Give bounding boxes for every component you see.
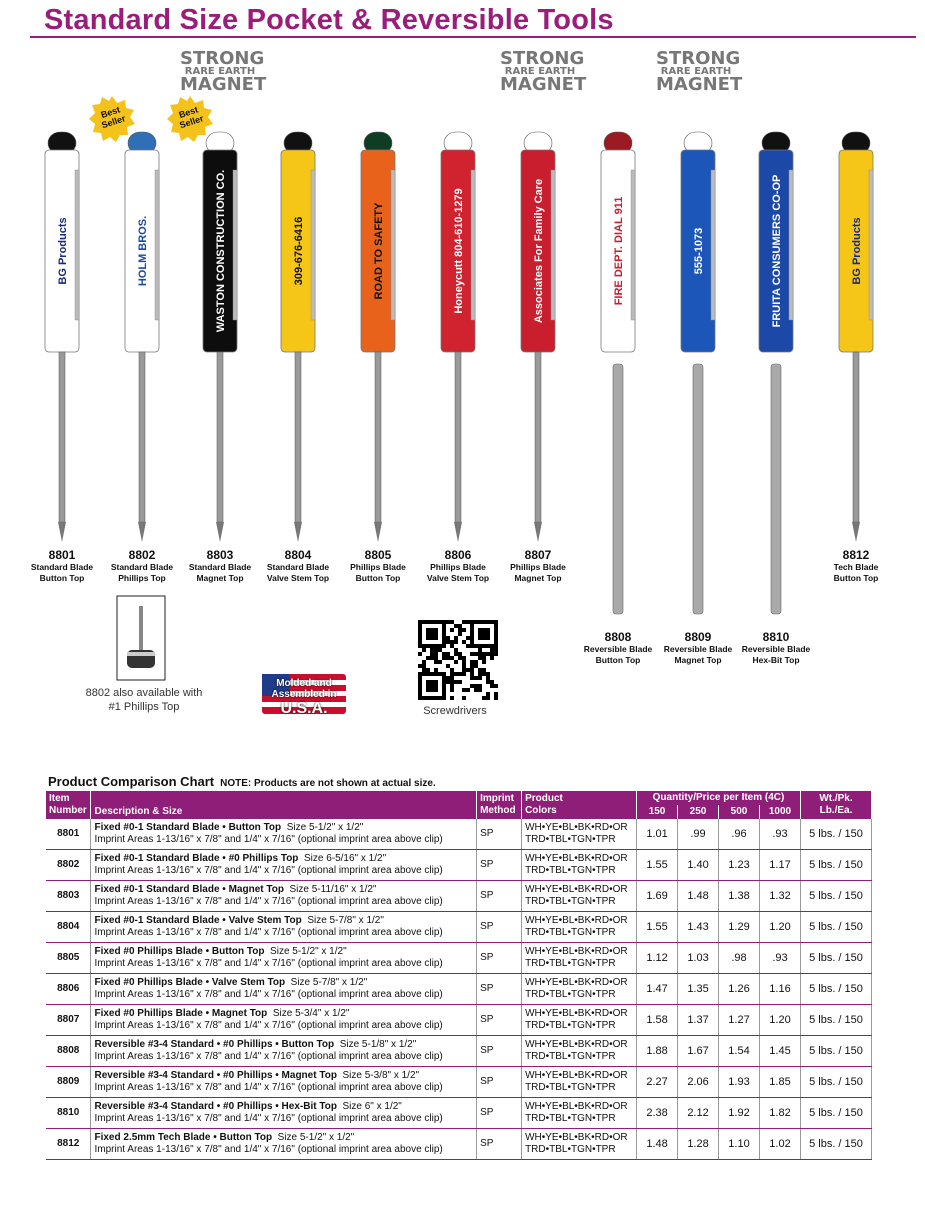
product-colors: WH•YE•BL•BK•RD•OR TRD•TBL•TGN•TPR — [522, 850, 637, 881]
imprint-area: Imprint Areas 1-13/16" x 7/8" and 1/4" x 7/16" (optional imprint area above clip) — [94, 1051, 443, 1062]
price-1000: .93 — [760, 819, 801, 850]
item-number: 8806 — [46, 974, 91, 1005]
tool-number: 8807 — [524, 548, 552, 562]
table-row — [46, 819, 872, 850]
col-description: Description & Size — [91, 791, 477, 819]
best-seller-badge — [166, 95, 214, 143]
product-name: Reversible #3-4 Standard • #0 Phillips • Button Top — [94, 1039, 335, 1050]
imprint-method: SP — [477, 850, 522, 881]
item-number: 8802 — [46, 850, 91, 881]
price-1000: 1.17 — [760, 850, 801, 881]
usa-badge — [262, 666, 346, 718]
price-250: 1.48 — [678, 881, 719, 912]
title-divider — [30, 36, 916, 38]
qr-caption: Screwdrivers — [423, 705, 487, 717]
screwdriver-8806 — [441, 132, 475, 542]
tool-label-8801 — [17, 548, 107, 584]
tool-top: Button Top — [833, 573, 879, 583]
price-150: 1.55 — [637, 912, 678, 943]
price-1000: 1.02 — [760, 1129, 801, 1160]
table-row — [46, 1098, 872, 1129]
tool-blade: Reversible Blade — [663, 644, 733, 654]
price-250: 1.40 — [678, 850, 719, 881]
screwdriver-8801 — [45, 132, 79, 542]
item-number: 8812 — [46, 1129, 91, 1160]
magnet-badge-8807 — [500, 48, 587, 95]
tool-top: Magnet Top — [514, 573, 562, 583]
product-size: Size 6" x 1/2" — [342, 1101, 402, 1112]
table-row — [46, 974, 872, 1005]
item-number: 8809 — [46, 1067, 91, 1098]
price-500: .98 — [719, 943, 760, 974]
imprint-method: SP — [477, 974, 522, 1005]
price-500: 1.93 — [719, 1067, 760, 1098]
imprint-area: Imprint Areas 1-13/16" x 7/8" and 1/4" x 7/16" (optional imprint area above clip) — [94, 865, 443, 876]
magnet-badge-8809 — [656, 48, 743, 95]
weight-per-pack: 5 lbs. / 150 — [800, 881, 871, 912]
weight-per-pack: 5 lbs. / 150 — [800, 943, 871, 974]
table-row — [46, 1129, 872, 1160]
tool-label-8806 — [413, 548, 503, 584]
item-number: 8801 — [46, 819, 91, 850]
price-150: 2.38 — [637, 1098, 678, 1129]
imprint-method: SP — [477, 1005, 522, 1036]
description-cell — [91, 943, 477, 974]
imprint-text: Honeycutt 804-610-1279 — [453, 188, 465, 314]
price-500: 1.29 — [719, 912, 760, 943]
price-500: 1.38 — [719, 881, 760, 912]
magnet-badge-line2: RARE EARTH — [660, 66, 732, 77]
description-cell — [91, 1098, 477, 1129]
price-1000: 1.32 — [760, 881, 801, 912]
product-size: Size 5-1/2" x 1/2" — [270, 946, 347, 957]
tool-label-8804 — [253, 548, 343, 584]
tool-top: Magnet Top — [674, 655, 722, 665]
tool-label-8803 — [175, 548, 265, 584]
best-seller-text: Best Seller — [177, 104, 205, 131]
imprint-text: 309-676-6416 — [293, 216, 305, 286]
price-250: 1.03 — [678, 943, 719, 974]
price-500: 1.23 — [719, 850, 760, 881]
imprint-area: Imprint Areas 1-13/16" x 7/8" and 1/4" x 7/16" (optional imprint area above clip) — [94, 1020, 443, 1031]
usa-badge-line2: Assembled in — [271, 689, 337, 700]
price-150: 1.01 — [637, 819, 678, 850]
product-name: Fixed #0-1 Standard Blade • Button Top — [94, 822, 282, 833]
tool-label-8810 — [731, 630, 821, 666]
usa-badge-line1: Molded and — [276, 678, 332, 689]
imprint-text: Associates For Family Care — [533, 178, 545, 324]
tool-top: Hex-Bit Top — [752, 655, 800, 665]
imprint-area: Imprint Areas 1-13/16" x 7/8" and 1/4" x 7/16" (optional imprint area above clip) — [94, 1144, 443, 1155]
imprint-area: Imprint Areas 1-13/16" x 7/8" and 1/4" x 7/16" (optional imprint area above clip) — [94, 989, 443, 1000]
description-cell — [91, 974, 477, 1005]
chart-note: NOTE: Products are not shown at actual size. — [220, 778, 436, 789]
product-colors: WH•YE•BL•BK•RD•OR TRD•TBL•TGN•TPR — [522, 819, 637, 850]
price-1000: 1.16 — [760, 974, 801, 1005]
tool-label-8812 — [811, 548, 901, 584]
chart-title: Product Comparison Chart — [48, 774, 215, 789]
description-cell — [91, 1005, 477, 1036]
price-150: 1.12 — [637, 943, 678, 974]
product-size: Size 5-7/8" x 1/2" — [290, 977, 368, 988]
magnet-badge-8803 — [180, 48, 267, 95]
tool-label-8807 — [493, 548, 583, 584]
product-size: Size 5-1/8" x 1/2" — [339, 1039, 417, 1050]
screwdriver-8803 — [203, 132, 237, 542]
tool-number: 8810 — [762, 630, 790, 644]
price-150: 1.88 — [637, 1036, 678, 1067]
tool-number: 8801 — [48, 548, 76, 562]
price-250: 1.67 — [678, 1036, 719, 1067]
magnet-badge-line3: MAGNET — [656, 74, 743, 95]
price-1000: .93 — [760, 943, 801, 974]
tool-blade: Reversible Blade — [583, 644, 653, 654]
imprint-text: 555-1073 — [693, 227, 705, 275]
col-item-number: Item Number — [46, 791, 91, 819]
product-size: Size 5-3/8" x 1/2" — [342, 1070, 420, 1081]
price-1000: 1.20 — [760, 1005, 801, 1036]
col-product-colors: Product Colors — [522, 791, 637, 819]
magnet-badge-line1: STRONG — [500, 48, 585, 69]
imprint-text: WASTON CONSTRUCTION CO. — [215, 169, 227, 333]
tool-blade: Standard Blade — [30, 562, 94, 572]
tool-label-8808 — [573, 630, 663, 666]
product-comparison-table — [46, 791, 872, 1160]
tool-number: 8808 — [604, 630, 632, 644]
imprint-text: BG Products — [851, 217, 863, 285]
table-row — [46, 1067, 872, 1098]
imprint-area: Imprint Areas 1-13/16" x 7/8" and 1/4" x 7/16" (optional imprint area above clip) — [94, 1113, 443, 1124]
imprint-method: SP — [477, 881, 522, 912]
imprint-method: SP — [477, 1129, 522, 1160]
table-row — [46, 1036, 872, 1067]
magnet-badge-line1: STRONG — [656, 48, 741, 69]
product-colors: WH•YE•BL•BK•RD•OR TRD•TBL•TGN•TPR — [522, 974, 637, 1005]
screwdriver-8809 — [681, 132, 715, 614]
magnet-badge-line3: MAGNET — [500, 74, 587, 95]
imprint-area: Imprint Areas 1-13/16" x 7/8" and 1/4" x 7/16" (optional imprint area above clip) — [94, 834, 443, 845]
usa-badge-line3: U.S.A. — [280, 700, 328, 717]
tool-top: Valve Stem Top — [426, 573, 490, 583]
price-500: 1.26 — [719, 974, 760, 1005]
imprint-method: SP — [477, 819, 522, 850]
weight-per-pack: 5 lbs. / 150 — [800, 1036, 871, 1067]
tool-number: 8802 — [128, 548, 156, 562]
product-colors: WH•YE•BL•BK•RD•OR TRD•TBL•TGN•TPR — [522, 912, 637, 943]
tool-blade: Reversible Blade — [741, 644, 811, 654]
imprint-area: Imprint Areas 1-13/16" x 7/8" and 1/4" x 7/16" (optional imprint area above clip) — [94, 896, 443, 907]
tool-top: Phillips Top — [118, 573, 166, 583]
price-250: 1.28 — [678, 1129, 719, 1160]
screwdriver-8805 — [361, 132, 395, 542]
product-size: Size 5-7/8" x 1/2" — [307, 915, 384, 926]
magnet-badge-line2: RARE EARTH — [184, 66, 256, 77]
weight-per-pack: 5 lbs. / 150 — [800, 1129, 871, 1160]
item-number: 8804 — [46, 912, 91, 943]
col-qty-500: 500 — [719, 805, 760, 819]
col-weight: Wt./Pk. Lb./Ea. — [800, 791, 871, 819]
product-size: Size 5-11/16" x 1/2" — [289, 884, 377, 895]
magnet-badge-line2: RARE EARTH — [504, 66, 576, 77]
best-seller-text: Best Seller — [99, 104, 127, 131]
best-seller-badge — [88, 95, 136, 143]
qr-code-icon — [418, 620, 498, 700]
product-name: Reversible #3-4 Standard • #0 Phillips • Magnet Top — [94, 1070, 337, 1081]
tool-top: Valve Stem Top — [266, 573, 330, 583]
tool-top: Button Top — [355, 573, 401, 583]
price-500: 1.10 — [719, 1129, 760, 1160]
description-cell — [91, 819, 477, 850]
phillips-top-inset — [117, 596, 165, 680]
item-number: 8807 — [46, 1005, 91, 1036]
weight-per-pack: 5 lbs. / 150 — [800, 1005, 871, 1036]
item-number: 8803 — [46, 881, 91, 912]
product-name: Fixed #0-1 Standard Blade • Valve Stem Top — [94, 915, 302, 926]
imprint-area: Imprint Areas 1-13/16" x 7/8" and 1/4" x 7/16" (optional imprint area above clip) — [94, 958, 443, 969]
tool-blade: Phillips Blade — [350, 562, 406, 572]
product-name: Fixed #0-1 Standard Blade • Magnet Top — [94, 884, 284, 895]
product-colors: WH•YE•BL•BK•RD•OR TRD•TBL•TGN•TPR — [522, 1098, 637, 1129]
product-colors: WH•YE•BL•BK•RD•OR TRD•TBL•TGN•TPR — [522, 1129, 637, 1160]
price-150: 1.69 — [637, 881, 678, 912]
product-colors: WH•YE•BL•BK•RD•OR TRD•TBL•TGN•TPR — [522, 1005, 637, 1036]
price-250: 2.12 — [678, 1098, 719, 1129]
price-250: 2.06 — [678, 1067, 719, 1098]
tool-label-8802 — [97, 548, 187, 584]
price-150: 1.47 — [637, 974, 678, 1005]
item-number: 8808 — [46, 1036, 91, 1067]
product-size: Size 5-3/4" x 1/2" — [272, 1008, 350, 1019]
price-1000: 1.85 — [760, 1067, 801, 1098]
imprint-text: FIRE DEPT. DIAL 911 — [613, 196, 625, 306]
tool-number: 8803 — [206, 548, 234, 562]
price-500: 1.92 — [719, 1098, 760, 1129]
price-150: 1.48 — [637, 1129, 678, 1160]
product-name: Fixed 2.5mm Tech Blade • Button Top — [94, 1132, 273, 1143]
col-qty-1000: 1000 — [760, 805, 801, 819]
table-row — [46, 912, 872, 943]
description-cell — [91, 1129, 477, 1160]
table-row — [46, 1005, 872, 1036]
item-number: 8810 — [46, 1098, 91, 1129]
screwdriver-8802 — [125, 132, 159, 542]
imprint-text: FRUITA CONSUMERS CO-OP — [771, 174, 783, 328]
imprint-method: SP — [477, 1098, 522, 1129]
product-size: Size 5-1/2" x 1/2" — [277, 1132, 355, 1143]
table-row — [46, 881, 872, 912]
imprint-text: HOLM BROS. — [137, 215, 149, 287]
screwdriver-8810 — [759, 132, 793, 614]
product-name: Fixed #0 Phillips Blade • Valve Stem Top — [94, 977, 286, 988]
price-1000: 1.82 — [760, 1098, 801, 1129]
price-500: 1.27 — [719, 1005, 760, 1036]
product-colors: WH•YE•BL•BK•RD•OR TRD•TBL•TGN•TPR — [522, 1067, 637, 1098]
col-imprint-method: Imprint Method — [477, 791, 522, 819]
product-colors: WH•YE•BL•BK•RD•OR TRD•TBL•TGN•TPR — [522, 1036, 637, 1067]
tool-blade: Phillips Blade — [430, 562, 486, 572]
price-1000: 1.20 — [760, 912, 801, 943]
imprint-method: SP — [477, 943, 522, 974]
chart-heading — [48, 774, 436, 789]
tool-blade: Phillips Blade — [510, 562, 566, 572]
product-gallery — [0, 40, 925, 730]
description-cell — [91, 912, 477, 943]
product-name: Fixed #0 Phillips Blade • Magnet Top — [94, 1008, 268, 1019]
screwdriver-illustrations — [0, 40, 925, 730]
tool-number: 8812 — [842, 548, 870, 562]
weight-per-pack: 5 lbs. / 150 — [800, 912, 871, 943]
col-qty-150: 150 — [637, 805, 678, 819]
imprint-text: ROAD TO SAFETY — [373, 202, 385, 300]
page-title: Standard Size Pocket & Reversible Tools — [44, 4, 614, 36]
tool-blade: Tech Blade — [833, 562, 879, 572]
imprint-area: Imprint Areas 1-13/16" x 7/8" and 1/4" x 7/16" (optional imprint area above clip) — [94, 927, 443, 938]
screwdriver-8804 — [281, 132, 315, 542]
weight-per-pack: 5 lbs. / 150 — [800, 974, 871, 1005]
tool-top: Magnet Top — [196, 573, 244, 583]
col-qty-250: 250 — [678, 805, 719, 819]
tool-blade: Standard Blade — [188, 562, 252, 572]
weight-per-pack: 5 lbs. / 150 — [800, 819, 871, 850]
product-size: Size 6-5/16" x 1/2" — [303, 853, 387, 864]
description-cell — [91, 1036, 477, 1067]
tool-top: Button Top — [39, 573, 85, 583]
magnet-badge-line3: MAGNET — [180, 74, 267, 95]
imprint-method: SP — [477, 912, 522, 943]
price-500: .96 — [719, 819, 760, 850]
weight-per-pack: 5 lbs. / 150 — [800, 850, 871, 881]
weight-per-pack: 5 lbs. / 150 — [800, 1098, 871, 1129]
magnet-badge-line1: STRONG — [180, 48, 265, 69]
tool-number: 8805 — [364, 548, 392, 562]
screwdriver-8812 — [839, 132, 873, 542]
tool-number: 8804 — [284, 548, 312, 562]
product-colors: WH•YE•BL•BK•RD•OR TRD•TBL•TGN•TPR — [522, 881, 637, 912]
product-size: Size 5-1/2" x 1/2" — [286, 822, 364, 833]
imprint-method: SP — [477, 1036, 522, 1067]
imprint-method: SP — [477, 1067, 522, 1098]
product-name: Fixed #0 Phillips Blade • Button Top — [94, 946, 265, 957]
screwdriver-8807 — [521, 132, 555, 542]
description-cell — [91, 850, 477, 881]
product-name: Fixed #0-1 Standard Blade • #0 Phillips Top — [94, 853, 299, 864]
price-250: 1.35 — [678, 974, 719, 1005]
tool-label-8809 — [653, 630, 743, 666]
tool-number: 8806 — [444, 548, 472, 562]
price-1000: 1.45 — [760, 1036, 801, 1067]
tool-blade: Standard Blade — [266, 562, 330, 572]
price-250: .99 — [678, 819, 719, 850]
product-colors: WH•YE•BL•BK•RD•OR TRD•TBL•TGN•TPR — [522, 943, 637, 974]
imprint-area: Imprint Areas 1-13/16" x 7/8" and 1/4" x 7/16" (optional imprint area above clip) — [94, 1082, 443, 1093]
price-500: 1.54 — [719, 1036, 760, 1067]
tool-number: 8809 — [684, 630, 712, 644]
tool-label-8805 — [333, 548, 423, 584]
price-250: 1.37 — [678, 1005, 719, 1036]
tool-top: Button Top — [595, 655, 641, 665]
weight-per-pack: 5 lbs. / 150 — [800, 1067, 871, 1098]
item-number: 8805 — [46, 943, 91, 974]
price-150: 1.58 — [637, 1005, 678, 1036]
tool-blade: Standard Blade — [110, 562, 174, 572]
description-cell — [91, 881, 477, 912]
imprint-text: BG Products — [57, 217, 69, 285]
price-150: 1.55 — [637, 850, 678, 881]
phillips-note: 8802 also available with #1 Phillips Top — [85, 687, 203, 713]
table-row — [46, 943, 872, 974]
price-250: 1.43 — [678, 912, 719, 943]
product-name: Reversible #3-4 Standard • #0 Phillips • Hex-Bit Top — [94, 1101, 337, 1112]
price-150: 2.27 — [637, 1067, 678, 1098]
col-quantity-price: Quantity/Price per Item (4C) — [637, 791, 801, 805]
table-row — [46, 850, 872, 881]
description-cell — [91, 1067, 477, 1098]
screwdriver-8808 — [601, 132, 635, 614]
